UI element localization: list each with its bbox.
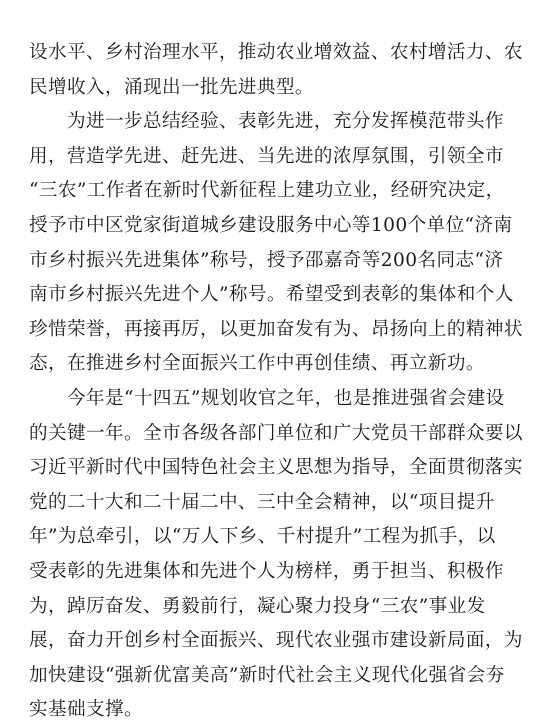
text-line: 的关键一年。全市各级各部门单位和广大党员干部群众要以 [29,422,523,444]
text-line: 市乡村振兴先进集体”称号，授予邵嘉奇等200名同志“济 [29,249,504,271]
text-line: “三农”工作者在新时代新征程上建功立业，经研究决定， [29,180,505,202]
text-line: 展，奋力开创乡村全面振兴、现代农业强市建设新局面，为 [29,630,523,652]
text-line: 年”为总牵引，以“万人下乡、千村提升”工程为抓手，以 [29,526,496,548]
text-line: 珍惜荣誉，再接再厉，以更加奋发有为、昂扬向上的精神状 [29,318,523,340]
text-line: 加快建设“强新优富美高”新时代社会主义现代化强省会夯 [29,664,505,686]
text-line: 党的二十大和二十届二中、三中全会精神，以“项目提升 [29,491,495,513]
text-line: 为，踔厉奋发、勇毅前行，凝心聚力投身“三农”事业发 [29,595,486,617]
text-line: 民增收入，涌现出一批先进典型。 [29,76,314,98]
paragraph-start-line: 为进一步总结经验、表彰先进，充分发挥模范带头作 [67,111,504,133]
text-line: 态，在推进乡村全面振兴工作中再创佳绩、再立新功。 [29,353,485,375]
text-line: 实基础支撑。 [29,699,143,721]
paragraph-start-line: 今年是“十四五”规划收官之年，也是推进强省会建设 [67,387,505,409]
text-line: 用，营造学先进、赶先进、当先进的浓厚氛围，引领全市 [29,145,504,167]
text-line: 习近平新时代中国特色社会主义思想为指导，全面贯彻落实 [29,457,523,479]
text-line: 授予市中区党家街道城乡建设服务中心等100个单位“济南 [29,214,513,236]
text-line: 受表彰的先进集体和先进个人为榜样，勇于担当、积极作 [29,560,504,582]
text-line: 设水平、乡村治理水平，推动农业增效益、农村增活力、农 [29,42,523,63]
text-line: 南市乡村振兴先进个人”称号。希望受到表彰的集体和个人 [29,284,514,306]
